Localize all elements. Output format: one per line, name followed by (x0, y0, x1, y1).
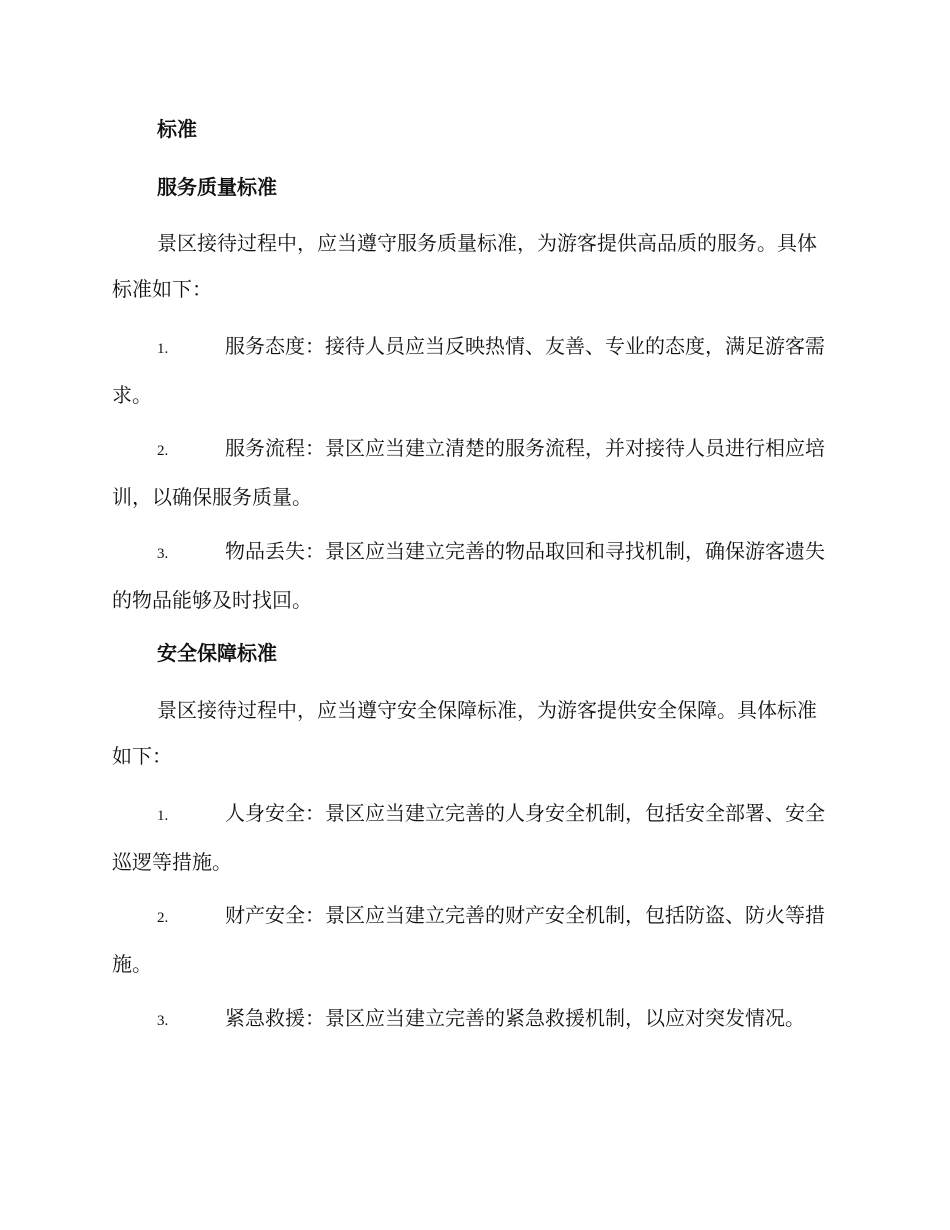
list-item-number: 2. (157, 910, 169, 926)
list-item-text: 服务流程：景区应当建立清楚的服务流程，并对接待人员进行相应培训，以确保服务质量。 (112, 436, 825, 509)
list-item (112, 892, 834, 987)
list-item-number: 3. (157, 546, 169, 562)
list-item (112, 790, 834, 885)
section-heading-service-quality: 服务质量标准 (157, 175, 277, 199)
list-item-text: 人身安全：景区应当建立完善的人身安全机制，包括安全部署、安全巡逻等措施。 (112, 801, 825, 874)
section-intro-service-quality: 景区接待过程中，应当遵守服务质量标准，为游客提供高品质的服务。具体标准如下： (112, 231, 817, 301)
list-item (112, 323, 834, 418)
document-title: 标准 (157, 117, 197, 141)
list-item-text: 物品丢失：景区应当建立完善的物品取回和寻找机制，确保游客遗失的物品能够及时找回。 (112, 539, 825, 612)
list-item-number: 3. (157, 1013, 169, 1029)
list-item (112, 528, 834, 623)
list-item-number: 2. (157, 443, 169, 459)
list-item-text: 服务态度：接待人员应当反映热情、友善、专业的态度，满足游客需求。 (112, 334, 825, 407)
list-item-number: 1. (157, 341, 169, 357)
list-item-text: 财产安全：景区应当建立完善的财产安全机制，包括防盗、防火等措施。 (112, 903, 825, 976)
list-item-text: 紧急救援：景区应当建立完善的紧急救援机制，以应对突发情况。 (225, 1006, 805, 1030)
list-item-number: 1. (157, 808, 169, 824)
list-item (112, 995, 834, 1044)
list-item (112, 425, 834, 520)
section-heading-safety: 安全保障标准 (157, 641, 277, 665)
section-intro-safety: 景区接待过程中，应当遵守安全保障标准，为游客提供安全保障。具体标准如下： (112, 698, 817, 768)
